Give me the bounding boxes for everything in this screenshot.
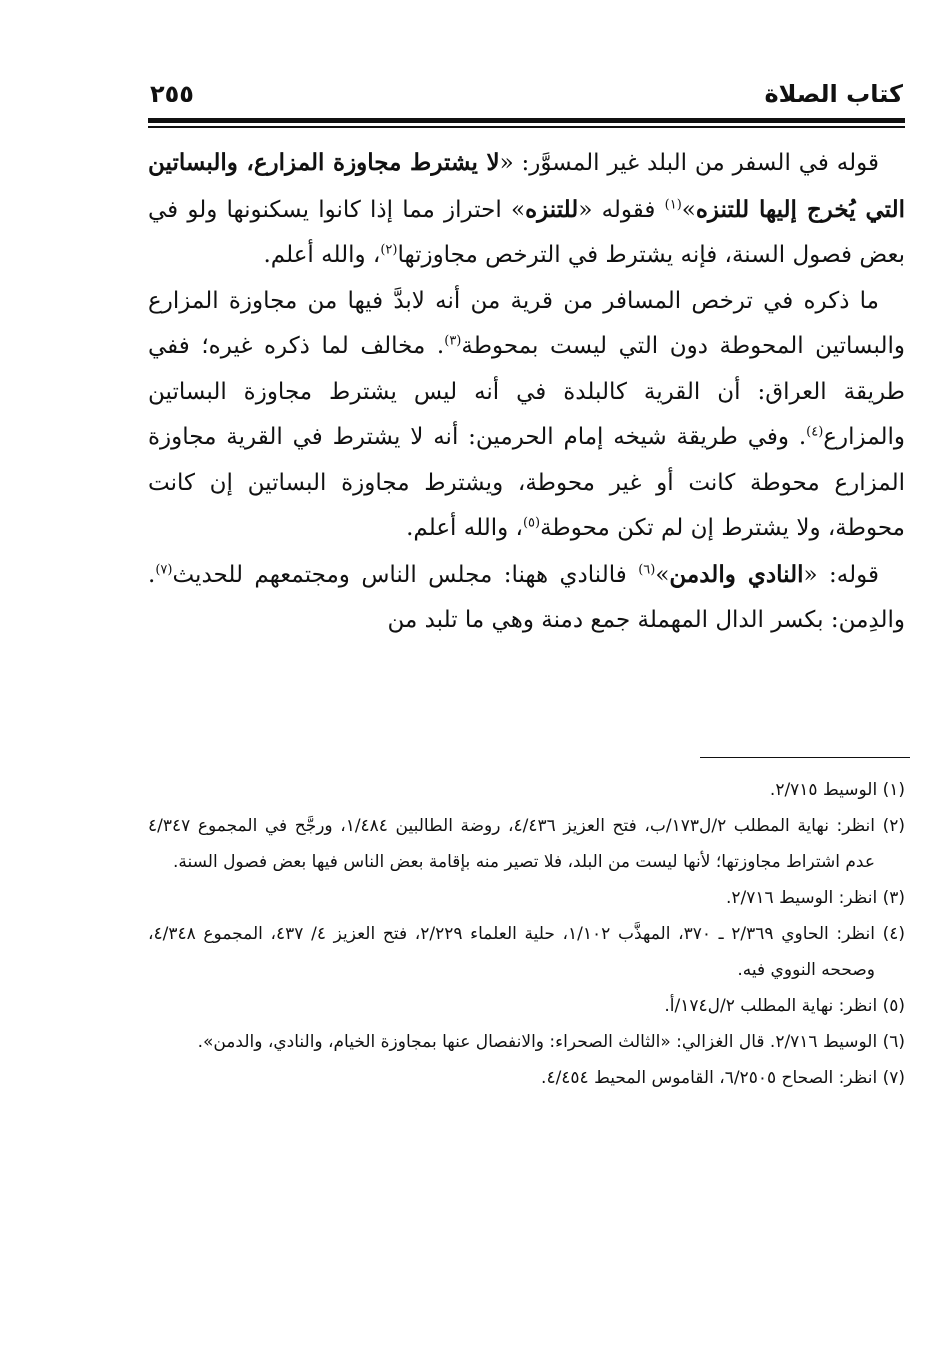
footnote-marker: (٢): [380, 242, 398, 258]
text-run: »: [655, 561, 670, 588]
header-rule-thick: [148, 118, 905, 123]
text-run: ، والله أعلم.: [263, 242, 381, 268]
page-header: [150, 80, 903, 114]
text-run: » احتراز مما إذا كانوا يسكنونها ولو في بعض فصول السنة، فإنه يشترط في الترخص مجاوزتها: [148, 196, 905, 268]
text-run: . مخالف لما ذكره غيره؛ ففي طريقة العراق: أن القرية كالبلدة في أنه ليس يشترط مجاوزة البساتين والمزارع: [148, 333, 905, 450]
footnote-marker: (٣): [444, 333, 462, 349]
paragraph-3: [148, 552, 905, 644]
footnote-1: (١) الوسيط ٢/٧١٥.: [769, 780, 905, 800]
text-run: قوله: «: [803, 561, 879, 588]
paragraph-2: [148, 279, 905, 552]
text-run: »: [681, 196, 696, 223]
text-run: فالنادي ههنا: مجلس الناس ومجتمعهم للحديث: [172, 561, 639, 588]
text-run: فقوله «: [578, 196, 665, 223]
main-text: [148, 140, 905, 644]
footnote-marker: (١): [664, 196, 682, 212]
quoted-bold-text: النادي والدمن: [669, 560, 804, 588]
text-run: . وفي طريقة شيخه إمام الحرمين: أنه لا يشترط في القرية مجاوزة المزارع محوطة كانت أو غير محوطة، ويشترط مجاوزة البساتين إن كانت محوطة، ولا يشترط إن لم تكن محوطة: [148, 424, 905, 541]
footnote-marker: (٤): [806, 424, 824, 440]
header-rule-thin: [148, 126, 905, 128]
text-run: ما ذكره في ترخص المسافر من قرية من أنه لابدَّ فيها من مجاوزة المزارع والبساتين المحوطة دون التي ليست بمحوطة: [148, 287, 905, 359]
footnote-3: (٣) انظر: الوسيط ٢/٧١٦.: [726, 888, 905, 908]
footnote-5: (٥) انظر: نهاية المطلب ٢/ل١٧٤/أ.: [664, 996, 905, 1016]
page-number: ٢٥٥: [150, 80, 194, 108]
footnote-marker: (٧): [155, 561, 173, 577]
text-run: . والدِمن: بكسر الدال المهملة جمع دمنة وهي ما تلبد من: [148, 561, 905, 633]
footnote-2: (٢) انظر: نهاية المطلب ٢/ل١٧٣/ب، فتح العزيز ٤/٤٣٦، روضة الطالبين ١/٤٨٤، ورجَّح في المجموع ٤/٣٤٧ عدم اشتراط مجاوزتها؛ لأنها ليست من البلد، فلا تصير منه بإقامة بعض الناس فيها بعض فصول السنة.: [148, 816, 905, 872]
footnotes: [148, 772, 905, 1096]
text-run: ، والله أعلم.: [406, 515, 523, 541]
quoted-bold-text: للتنزه: [525, 195, 579, 223]
footnote-marker: (٥): [522, 515, 541, 531]
quoted-bold-text: لا يشترط مجاوزة المزارع، والبساتين التي يُخرج إليها للتنزه: [148, 149, 905, 223]
footnote-7: (٧) انظر: الصحاح ٦/٢٥٠٥، القاموس المحيط ٤/٤٥٤.: [541, 1068, 905, 1088]
footnote-marker: (٦): [638, 561, 656, 577]
footnote-6: (٦) الوسيط ٢/٧١٦. قال الغزالي: «الثالث الصحراء: والانفصال عنها بمجاوزة الخيام، والنادي، والدمن».: [197, 1032, 905, 1052]
footnote-4: (٤) انظر: الحاوي ٢/٣٦٩ ـ ٣٧٠، المهذَّب ١/١٠٢، حلية العلماء ٢/٢٢٩، فتح العزيز ٤/ ٤٣٧، المجموع ٤/٣٤٨، وصححه النووي فيه.: [148, 924, 905, 980]
footnote-separator: [700, 757, 910, 758]
paragraph-1: [148, 140, 905, 279]
chapter-title: كتاب الصلاة: [764, 80, 903, 108]
text-run: قوله في السفر من البلد غير المسوَّر: «: [499, 150, 879, 176]
